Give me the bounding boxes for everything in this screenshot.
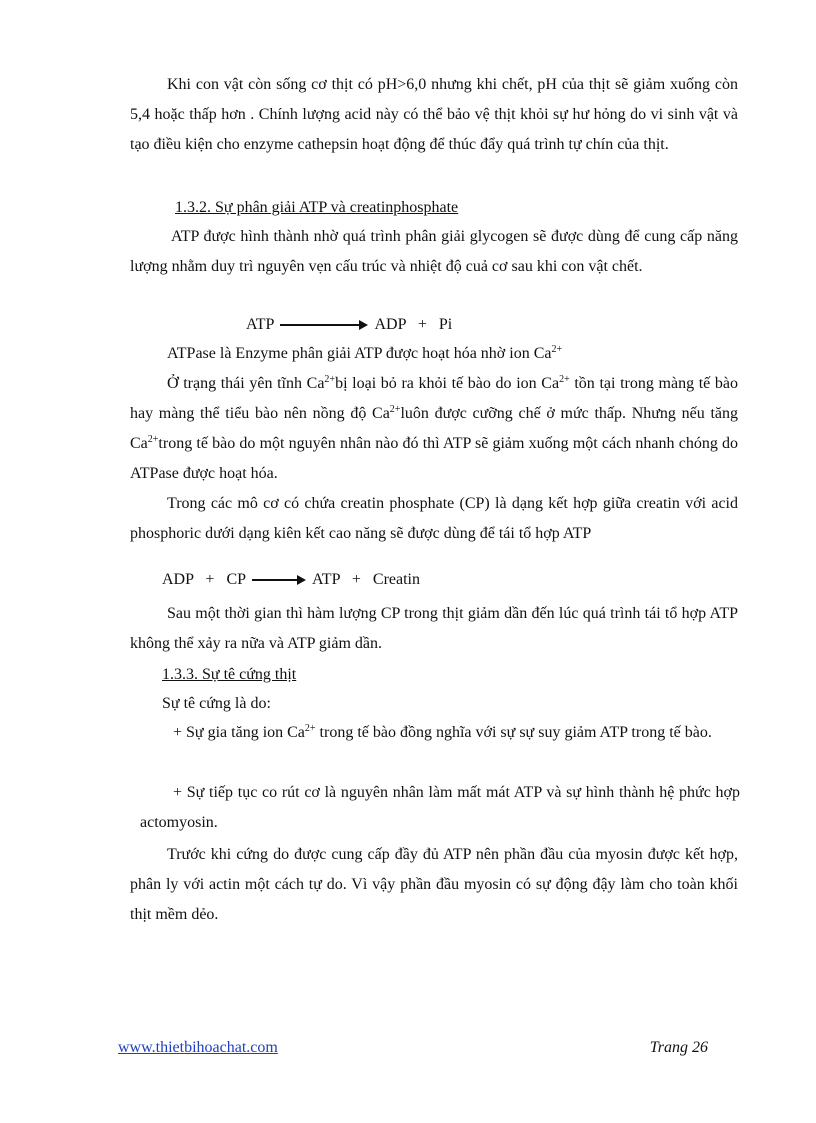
calcium-text-d: luôn được cưỡng chế ở mức thấp. Nhưng nếu tăng Ca	[130, 405, 738, 452]
atpase-text: ATPase là Enzyme phân giải ATP được hoạt hóa nhờ ion Ca	[167, 345, 552, 362]
paragraph-atp-formation: ATP được hình thành nhờ quá trình phân giải glycogen sẽ được dùng để cung cấp năng lượng nhằm duy trì nguyên vẹn cấu trúc và nhiệt độ cuả cơ sau khi con vật chết.	[130, 228, 738, 275]
superscript: 2+	[147, 434, 159, 445]
list-item-calcium	[140, 718, 740, 748]
paragraph-creatin-phosphate: Trong các mô cơ có chứa creatin phosphate (CP) là dạng kết hợp giữa creatin với acid phosphoric dưới dạng kiên kết cao năng sẽ được dùng để tái tổ hợp ATP	[130, 495, 738, 542]
equation-atp-hydrolysis	[246, 313, 452, 337]
paragraph-cp-decline: Sau một thời gian thì hàm lượng CP trong thịt giảm dần đến lúc quá trình tái tổ hợp ATP không thể xảy ra nữa và ATP giảm dần.	[130, 605, 738, 652]
footer-website-link[interactable]: www.thietbihoachat.com	[118, 1039, 278, 1056]
section-heading-1-3-2: 1.3.2. Sự phân giải ATP và creatinphosphate	[175, 199, 459, 216]
equation-right: ADP + Pi	[374, 316, 453, 333]
paragraph-atpase	[130, 339, 738, 369]
superscript: 2+	[559, 374, 570, 385]
superscript: 2+	[551, 344, 563, 355]
paragraph-myosin: Trước khi cứng do được cung cấp đầy đủ ATP nên phần đầu của myosin được kết hợp, phân ly với actin một cách tự do. Vì vậy phần đầu myosin có sự động đậy làm cho toàn khối thịt mềm dẻo.	[130, 846, 738, 923]
superscript: 2+	[324, 374, 336, 385]
reaction-arrow-icon	[252, 575, 306, 585]
calcium-text-c: tồn tại trong màng tế bào hay màng thể tiểu bào nên nồng độ Ca	[130, 375, 739, 422]
superscript: 2+	[389, 404, 401, 415]
paragraph-ph: Khi con vật còn sống cơ thịt có pH>6,0 nhưng khi chết, pH của thịt sẽ giảm xuống còn 5,4 hoặc thấp hơn . Chính lượng acid này có thể bảo vệ thịt khỏi sự hư hỏng do vi sinh vật và tạo điều kiện cho enzyme cathepsin hoạt động để thúc đẩy quá trình tự chín của thịt.	[130, 76, 738, 153]
bullet-text-a: + Sự gia tăng ion Ca	[173, 724, 305, 741]
superscript: 2+	[304, 723, 316, 734]
paragraph-rigor-causes: Sự tê cứng là do:	[162, 695, 271, 712]
equation-left: ADP + CP	[162, 571, 247, 588]
equation-right: ATP + Creatin	[312, 571, 420, 588]
page-number: Trang 26	[649, 1039, 708, 1056]
list-item-contraction	[140, 778, 740, 838]
equation-left: ATP	[246, 316, 275, 333]
bullet-text: + Sự tiếp tục co rút cơ là nguyên nhân làm mất mát ATP và sự hình thành hệ phức hợp actomyosin.	[140, 784, 740, 831]
reaction-arrow-icon	[280, 320, 368, 330]
calcium-text-a: Ở trạng thái yên tĩnh Ca	[167, 375, 325, 392]
calcium-text-e: trong tế bào do một nguyên nhân nào đó thì ATP sẽ giảm xuống một cách nhanh chóng do ATPase được hoạt hóa.	[130, 435, 738, 482]
section-heading-1-3-3: 1.3.3. Sự tê cứng thịt	[162, 666, 297, 683]
equation-creatin	[162, 568, 420, 592]
paragraph-calcium	[130, 369, 738, 489]
bullet-text-b: trong tế bào đồng nghĩa với sự sự suy giảm ATP trong tế bào.	[315, 724, 712, 741]
calcium-text-b: bị loại bỏ ra khỏi tế bào do ion Ca	[335, 375, 560, 392]
